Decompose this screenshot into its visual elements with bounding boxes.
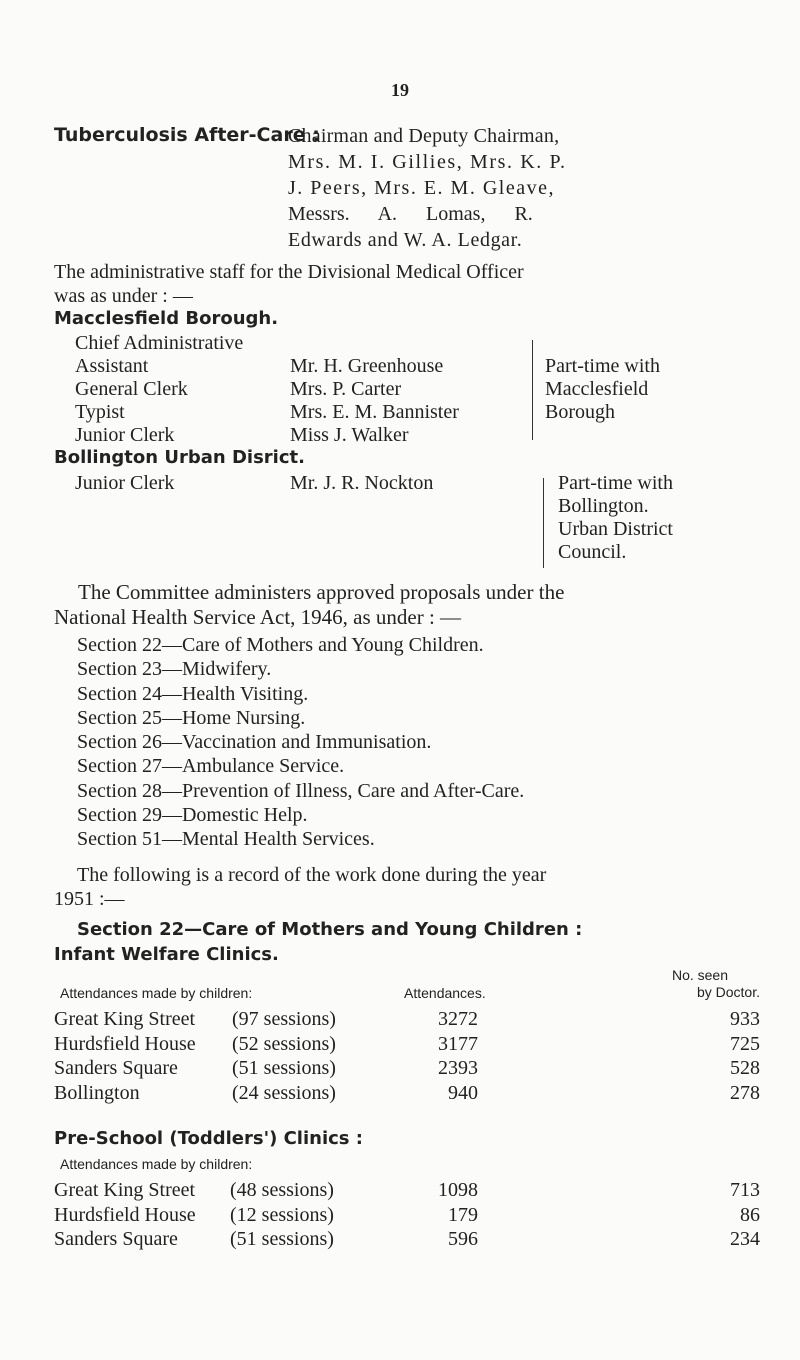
macclesfield-note <box>545 355 660 424</box>
macclesfield-names <box>290 355 459 447</box>
macclesfield-roles <box>75 332 243 447</box>
table-row-seen: 234 <box>730 1228 760 1250</box>
page-number: 19 <box>391 80 409 100</box>
section-item: Section 51—Mental Health Services. <box>77 828 375 851</box>
section-item: Section 24—Health Visiting. <box>77 682 309 705</box>
table-row-sessions: (12 sessions) <box>230 1203 334 1226</box>
staff-name: Mr. H. Greenhouse <box>290 355 444 377</box>
table-row-attendances: 2393 <box>438 1057 478 1079</box>
table-row-place: Great King Street <box>54 1179 196 1201</box>
bollington-brace <box>543 478 544 568</box>
table-row-sessions: (51 sessions) <box>230 1228 334 1250</box>
record-intro-line1: The following is a record of the work done during the year <box>77 864 547 886</box>
aftercare-heading: Tuberculosis After-Care : <box>54 124 320 146</box>
note-line: Borough <box>545 401 615 423</box>
table-row-place: Great King Street <box>54 1008 196 1030</box>
col-seen-line: by Doctor. <box>696 984 760 1000</box>
table-row-sessions: (52 sessions) <box>232 1032 336 1055</box>
role-label: Typist <box>75 401 125 423</box>
committee-intro-line: The Committee administers approved proposals under the <box>78 580 565 604</box>
committee-intro-line: National Health Service Act, 1946, as under : — <box>54 605 462 629</box>
table-row-place: Hurdsfield House <box>54 1032 196 1055</box>
table-row-place: Bollington <box>54 1081 140 1104</box>
staff-name: Mrs. P. Carter <box>290 378 402 400</box>
table-row-sessions: (97 sessions) <box>232 1008 336 1030</box>
bollington-note <box>558 472 673 564</box>
infant-col-label: Attendances made by children: <box>60 985 253 1001</box>
note-line: Council. <box>558 541 627 563</box>
section-item: Section 26—Vaccination and Immunisation. <box>77 731 432 754</box>
bollington-name: Mr. J. R. Nockton <box>290 472 434 494</box>
role-label: Chief Administrative <box>75 332 244 354</box>
table-row-attendances: 596 <box>448 1228 478 1250</box>
table-row-sessions: (24 sessions) <box>232 1081 336 1104</box>
section22-heading: Section 22—Care of Mothers and Young Children : <box>77 919 583 940</box>
infant-col-seen <box>640 967 760 1001</box>
bollington-heading: Bollington Urban Disrict. <box>54 447 305 468</box>
preschool-col-label: Attendances made by children: <box>60 1156 253 1172</box>
aftercare-member-line: J. Peers, Mrs. E. M. Gleave, <box>288 177 555 199</box>
committee-intro <box>54 580 564 630</box>
note-line: Urban District <box>558 518 673 540</box>
record-intro-line2: 1951 :— <box>54 888 125 910</box>
preschool-sessions <box>230 1178 334 1252</box>
infant-col-attendances: Attendances. <box>404 985 486 1001</box>
section-item: Section 29—Domestic Help. <box>77 804 308 827</box>
staff-intro <box>54 260 524 308</box>
table-row-seen: 86 <box>740 1203 760 1226</box>
table-row-attendances: 3177 <box>438 1032 478 1055</box>
staff-name: Mrs. E. M. Bannister <box>290 401 459 423</box>
section-item: Section 27—Ambulance Service. <box>77 755 345 778</box>
staff-intro-line: was as under : — <box>54 285 193 307</box>
section-item: Section 22—Care of Mothers and Young Children. <box>77 634 484 656</box>
note-line: Macclesfield <box>545 378 649 400</box>
infant-seen <box>680 1007 760 1105</box>
note-line: Part-time with <box>558 472 673 494</box>
infant-places <box>54 1007 196 1105</box>
macclesfield-brace <box>532 340 533 440</box>
table-row-seen: 713 <box>730 1179 760 1201</box>
infant-attendances <box>400 1007 478 1105</box>
preschool-heading: Pre-School (Toddlers') Clinics : <box>54 1128 363 1149</box>
role-label: General Clerk <box>75 378 188 400</box>
infant-sessions <box>232 1007 336 1105</box>
table-row-attendances: 3272 <box>438 1008 478 1030</box>
preschool-seen <box>680 1178 760 1252</box>
table-row-place: Hurdsfield House <box>54 1203 196 1226</box>
table-row-attendances: 1098 <box>438 1179 478 1201</box>
role-label: Junior Clerk <box>75 424 175 446</box>
sections-list <box>77 633 524 852</box>
section-item: Section 28—Prevention of Illness, Care and After-Care. <box>77 779 525 802</box>
section-item: Section 23—Midwifery. <box>77 658 272 681</box>
table-row-place: Sanders Square <box>54 1057 178 1079</box>
table-row-sessions: (48 sessions) <box>230 1179 334 1201</box>
aftercare-members <box>288 123 567 253</box>
bollington-role: Junior Clerk <box>75 472 175 494</box>
note-line: Bollington. <box>558 495 649 517</box>
aftercare-member-line: Edwards and W. A. Ledgar. <box>288 229 523 251</box>
preschool-places <box>54 1178 196 1252</box>
section-item: Section 25—Home Nursing. <box>77 706 306 729</box>
aftercare-member-line: Chairman and Deputy Chairman, <box>288 125 560 147</box>
table-row-seen: 933 <box>730 1008 760 1030</box>
table-row-attendances: 179 <box>448 1203 478 1226</box>
aftercare-member-line: Messrs. A. Lomas, R. <box>288 203 533 225</box>
table-row-seen: 725 <box>730 1032 760 1055</box>
table-row-place: Sanders Square <box>54 1228 178 1250</box>
infant-heading: Infant Welfare Clinics. <box>54 944 279 965</box>
table-row-seen: 528 <box>730 1057 760 1079</box>
table-row-attendances: 940 <box>448 1081 478 1104</box>
table-row-seen: 278 <box>730 1081 760 1104</box>
role-label: Assistant <box>75 355 149 377</box>
preschool-attendances <box>400 1178 478 1252</box>
note-line: Part-time with <box>545 355 660 377</box>
staff-name: Miss J. Walker <box>290 424 409 446</box>
col-seen-line: No. seen <box>671 967 729 983</box>
macclesfield-heading: Macclesfield Borough. <box>54 308 279 329</box>
staff-intro-line: The administrative staff for the Divisional Medical Officer <box>54 261 524 283</box>
table-row-sessions: (51 sessions) <box>232 1057 336 1079</box>
aftercare-member-line: Mrs. M. I. Gillies, Mrs. K. P. <box>288 151 567 173</box>
